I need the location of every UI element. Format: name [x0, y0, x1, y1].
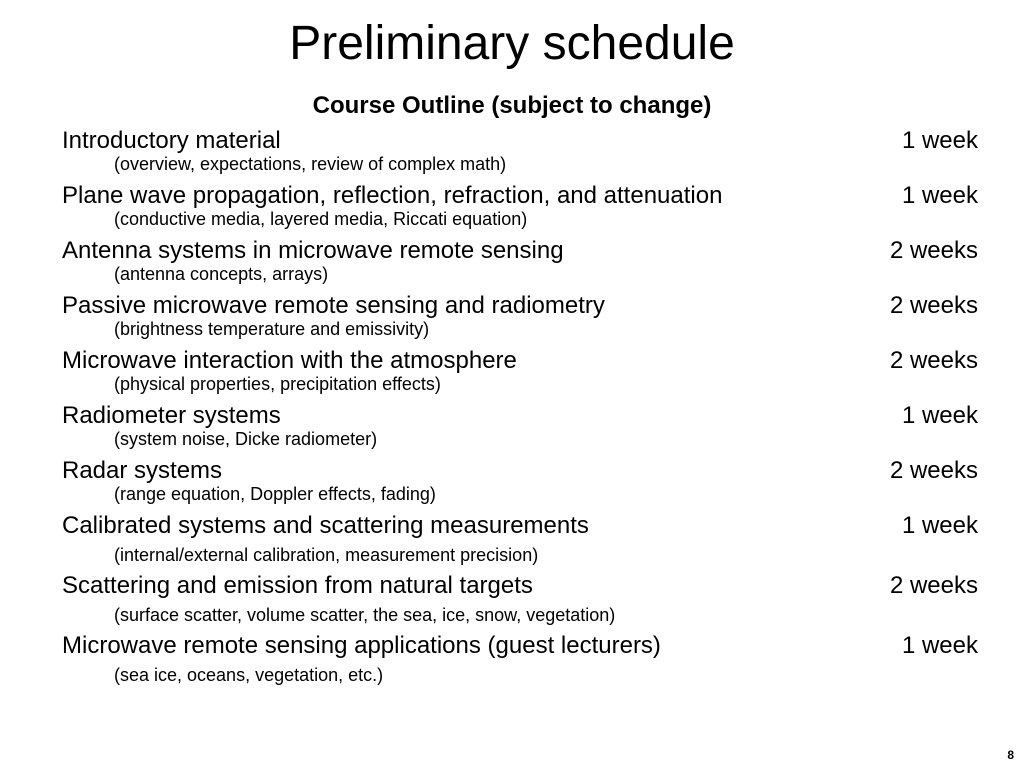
- topic-duration: 1 week: [901, 512, 978, 539]
- topic-detail: (conductive media, layered media, Riccati equation): [114, 209, 528, 229]
- topic-row: [62, 347, 978, 375]
- topic-item: [62, 347, 978, 394]
- topic-item: [62, 127, 978, 174]
- topic-title: Microwave remote sensing applications (guest lecturers): [62, 632, 661, 659]
- course-outline-heading: Course Outline (subject to change): [312, 92, 712, 119]
- topic-duration: 1 week: [901, 402, 978, 429]
- topic-detail: (surface scatter, volume scatter, the sea, ice, snow, vegetation): [114, 605, 616, 625]
- topic-row: [62, 127, 978, 155]
- topic-detail: (brightness temperature and emissivity): [114, 319, 430, 339]
- topic-duration: 2 weeks: [889, 457, 978, 484]
- topic-item: [62, 402, 978, 449]
- topic-item: [62, 237, 978, 284]
- topic-item: [62, 632, 978, 685]
- slide-title: Preliminary schedule: [289, 17, 735, 70]
- topic-title: Plane wave propagation, reflection, refraction, and attenuation: [62, 182, 723, 209]
- topic-duration: 2 weeks: [889, 347, 978, 374]
- topic-duration: 1 week: [901, 182, 978, 209]
- topic-title: Radiometer systems: [62, 402, 281, 429]
- topic-row: [62, 457, 978, 485]
- topic-detail: (system noise, Dicke radiometer): [114, 429, 378, 449]
- topic-row: [62, 572, 978, 600]
- topic-detail: (antenna concepts, arrays): [114, 264, 329, 284]
- topic-row: [62, 182, 978, 210]
- topic-item: [62, 512, 978, 565]
- topic-duration: 2 weeks: [889, 237, 978, 264]
- topic-detail: (overview, expectations, review of complex math): [114, 154, 507, 174]
- topic-item: [62, 457, 978, 504]
- topic-title: Calibrated systems and scattering measurements: [62, 512, 589, 539]
- topic-title: Microwave interaction with the atmosphere: [62, 347, 517, 374]
- topic-row: [62, 237, 978, 265]
- topic-duration: 1 week: [901, 127, 978, 154]
- topic-row: [62, 402, 978, 430]
- topic-title: Scattering and emission from natural targets: [62, 572, 533, 599]
- topic-duration: 2 weeks: [889, 292, 978, 319]
- page-number: 8: [1007, 748, 1014, 762]
- topic-duration: 2 weeks: [889, 572, 978, 599]
- topic-detail: (sea ice, oceans, vegetation, etc.): [114, 665, 384, 685]
- topic-detail: (range equation, Doppler effects, fading): [114, 484, 436, 504]
- topic-detail: (physical properties, precipitation effects): [114, 374, 441, 394]
- topic-detail: (internal/external calibration, measurement precision): [114, 545, 539, 565]
- topic-item: [62, 292, 978, 339]
- topic-title: Antenna systems in microwave remote sensing: [62, 237, 564, 264]
- topic-duration: 1 week: [901, 632, 978, 659]
- topic-item: [62, 182, 978, 229]
- topic-row: [62, 632, 978, 660]
- topic-item: [62, 572, 978, 625]
- topic-title: Radar systems: [62, 457, 223, 484]
- topic-row: [62, 512, 978, 540]
- topic-title: Passive microwave remote sensing and radiometry: [62, 292, 605, 319]
- topic-title: Introductory material: [62, 127, 281, 154]
- topic-row: [62, 292, 978, 320]
